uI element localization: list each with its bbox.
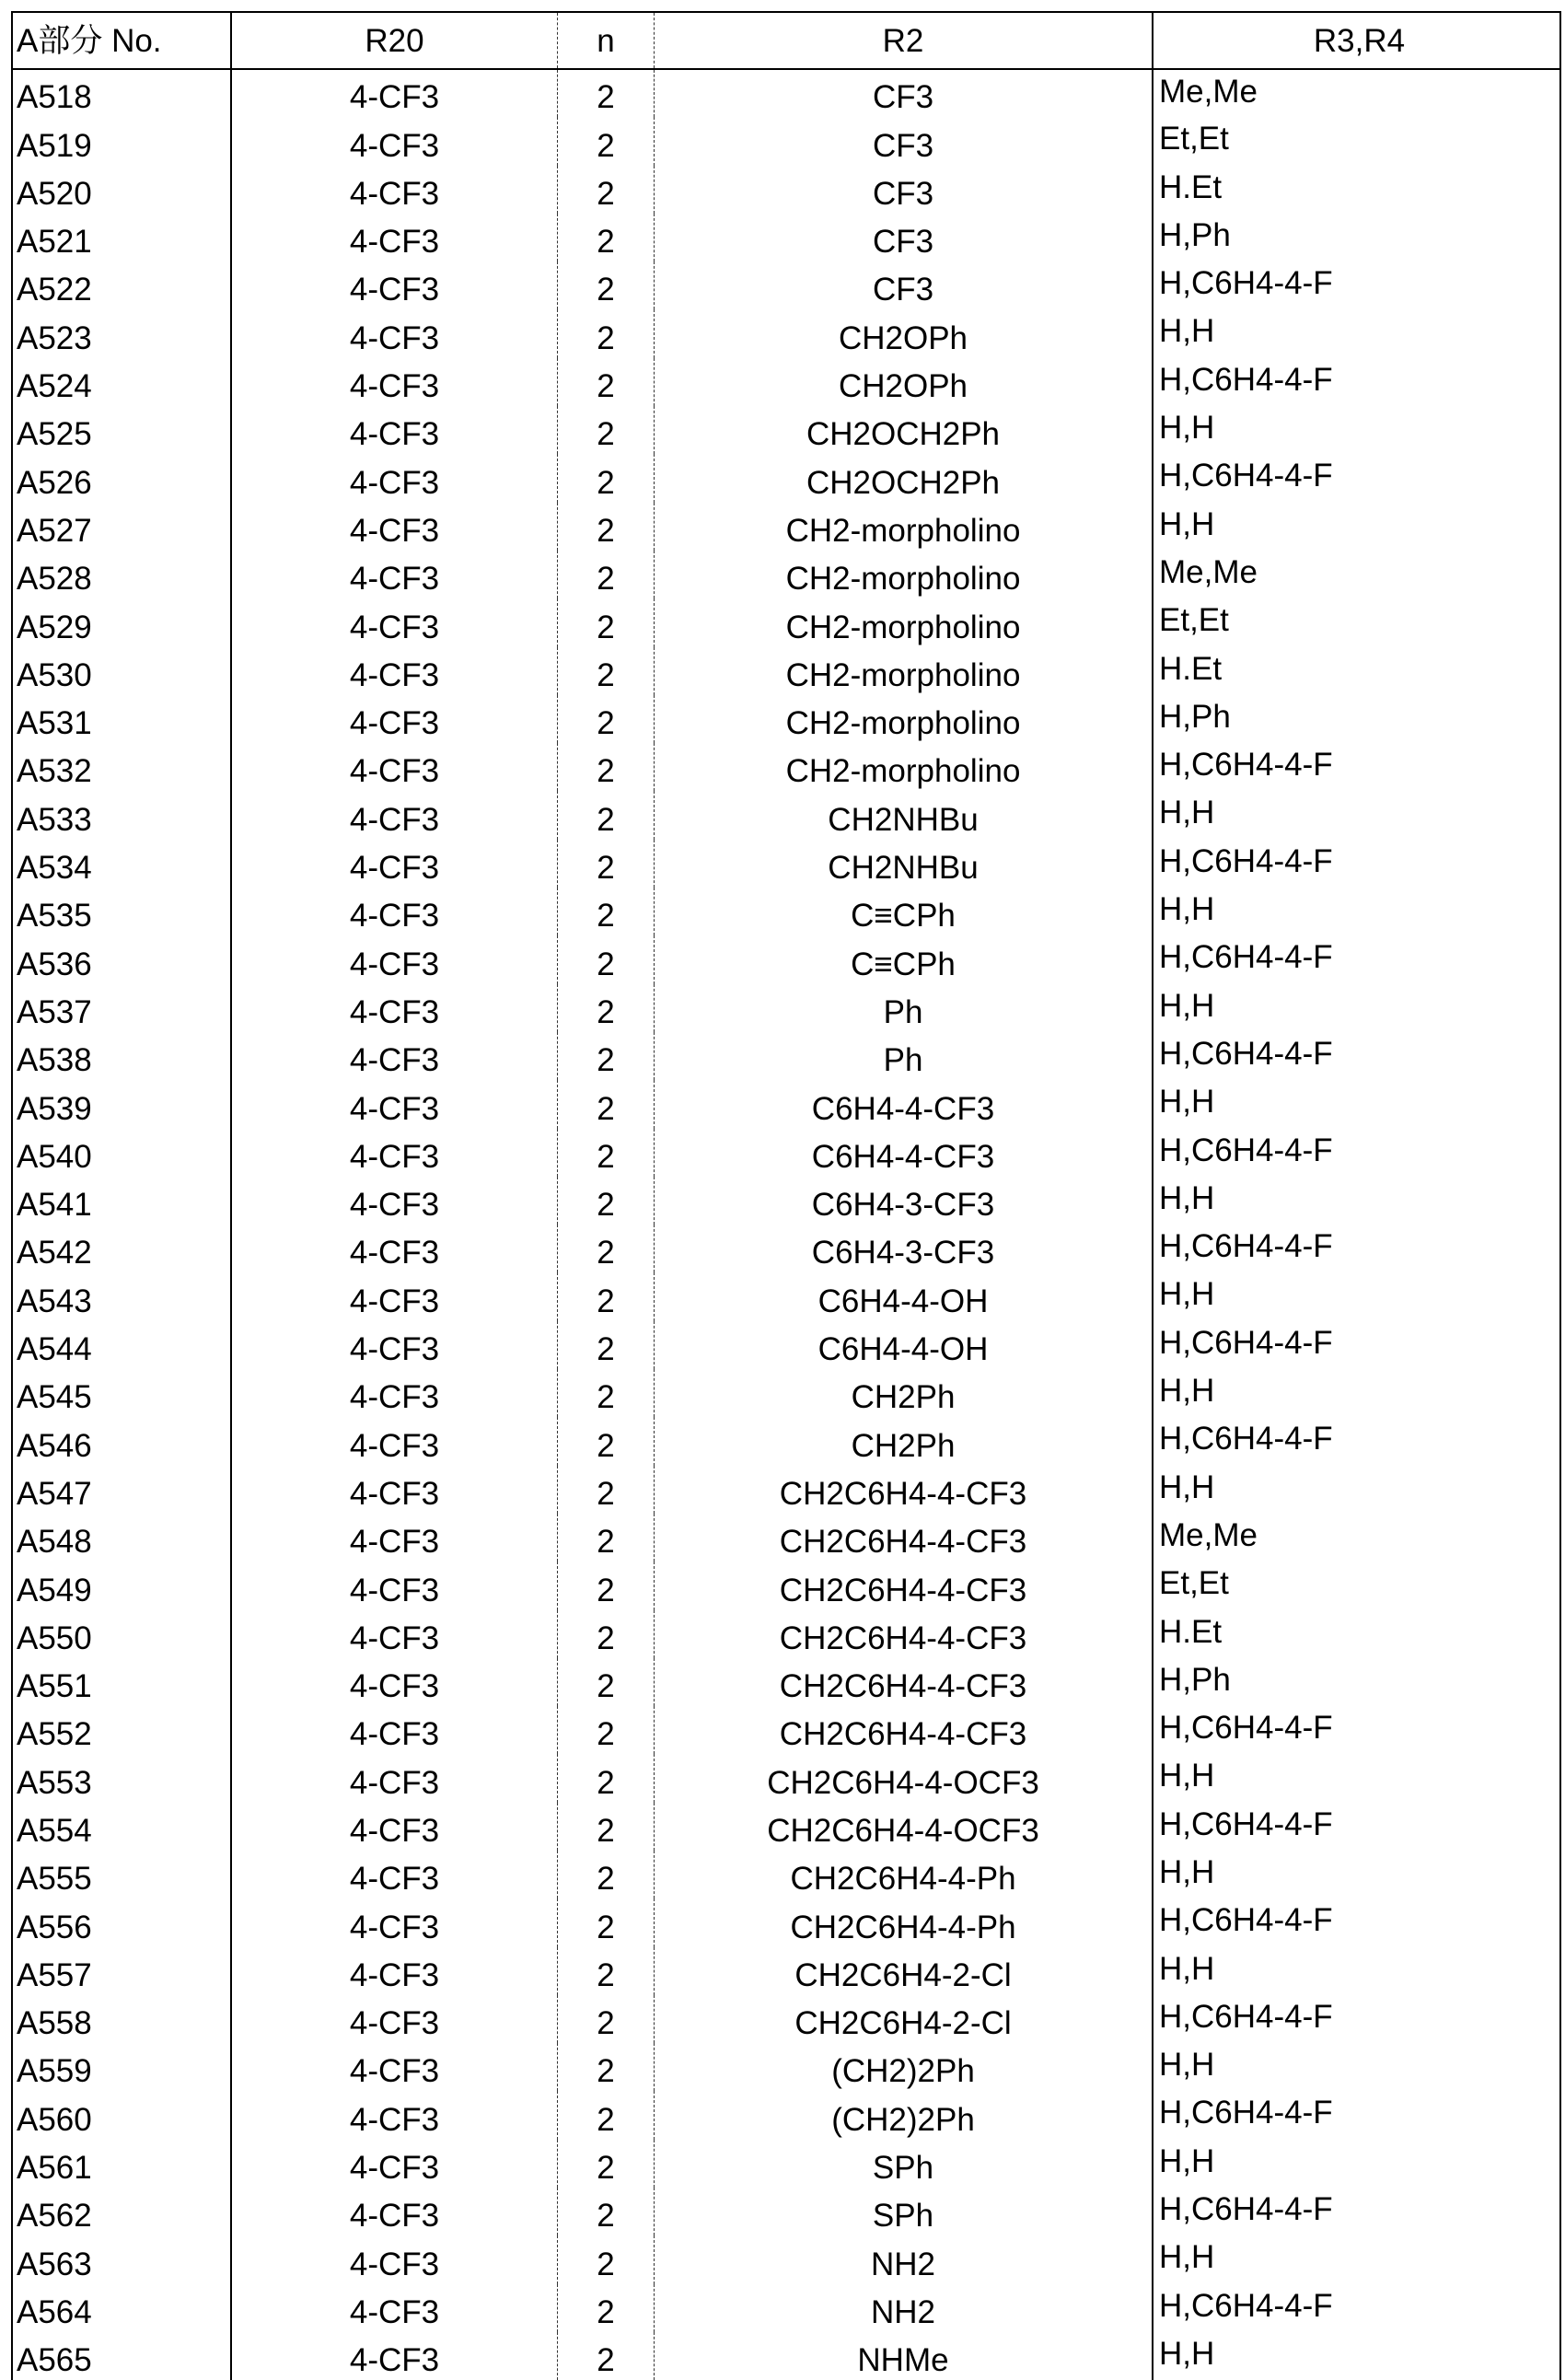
cell-no: A549 — [12, 1562, 231, 1609]
cell-r20: 4-CF3 — [231, 1610, 558, 1658]
cell-r20: 4-CF3 — [231, 888, 558, 935]
cell-r3-r4: Et,Et — [1153, 117, 1560, 165]
cell-r3-r4: H,H — [1153, 1754, 1560, 1802]
table-row — [12, 1514, 1560, 1562]
table-row — [12, 2140, 1560, 2188]
table-row — [12, 1417, 1560, 1465]
cell-r3-r4: H,Ph — [1153, 1658, 1560, 1706]
cell-no: A555 — [12, 1851, 231, 1898]
cell-r2: CH2OPh — [655, 358, 1153, 406]
cell-r2: (CH2)2Ph — [655, 2091, 1153, 2139]
cell-r3-r4: H,H — [1153, 309, 1560, 357]
cell-no: A544 — [12, 1321, 231, 1369]
cell-n: 2 — [558, 1947, 655, 1995]
cell-n: 2 — [558, 309, 655, 357]
table-row — [12, 1369, 1560, 1417]
cell-no: A546 — [12, 1417, 231, 1465]
table-row — [12, 358, 1560, 406]
cell-r3-r4: H,H — [1153, 2235, 1560, 2283]
cell-n: 2 — [558, 1851, 655, 1898]
table-row — [12, 1851, 1560, 1898]
cell-n: 2 — [558, 2091, 655, 2139]
table-row — [12, 2188, 1560, 2235]
table-row — [12, 598, 1560, 646]
cell-r2: CF3 — [655, 117, 1153, 165]
cell-r3-r4: Me,Me — [1153, 1514, 1560, 1562]
cell-n: 2 — [558, 598, 655, 646]
cell-r3-r4: H,C6H4-4-F — [1153, 1032, 1560, 1080]
cell-r2: CH2-morpholino — [655, 503, 1153, 551]
cell-n: 2 — [558, 551, 655, 598]
table-row — [12, 1177, 1560, 1225]
cell-r3-r4: H,C6H4-4-F — [1153, 840, 1560, 888]
table-row — [12, 1562, 1560, 1609]
cell-r20: 4-CF3 — [231, 2188, 558, 2235]
table-row — [12, 1321, 1560, 1369]
cell-no: A523 — [12, 309, 231, 357]
cell-r2: CH2-morpholino — [655, 743, 1153, 791]
cell-r2: CH2C6H4-4-CF3 — [655, 1706, 1153, 1754]
table-row — [12, 1898, 1560, 1946]
cell-no: A559 — [12, 2043, 231, 2091]
table-row — [12, 1032, 1560, 1080]
cell-no: A545 — [12, 1369, 231, 1417]
cell-n: 2 — [558, 2235, 655, 2283]
cell-no: A535 — [12, 888, 231, 935]
cell-n: 2 — [558, 1321, 655, 1369]
cell-n: 2 — [558, 1225, 655, 1272]
cell-r2: CH2OCH2Ph — [655, 406, 1153, 454]
table-row — [12, 551, 1560, 598]
cell-r3-r4: H.Et — [1153, 647, 1560, 695]
cell-r3-r4: H,H — [1153, 1080, 1560, 1128]
table-row — [12, 1706, 1560, 1754]
cell-no: A561 — [12, 2140, 231, 2188]
cell-no: A564 — [12, 2284, 231, 2332]
cell-r20: 4-CF3 — [231, 166, 558, 214]
cell-n: 2 — [558, 1466, 655, 1514]
cell-r20: 4-CF3 — [231, 1514, 558, 1562]
cell-r20: 4-CF3 — [231, 503, 558, 551]
cell-r3-r4: H,C6H4-4-F — [1153, 743, 1560, 791]
cell-r2: CH2-morpholino — [655, 551, 1153, 598]
cell-r20: 4-CF3 — [231, 214, 558, 261]
cell-r20: 4-CF3 — [231, 695, 558, 743]
cell-r2: Ph — [655, 1032, 1153, 1080]
cell-r3-r4: H,C6H4-4-F — [1153, 1129, 1560, 1177]
table-row — [12, 695, 1560, 743]
cell-r20: 4-CF3 — [231, 791, 558, 839]
cell-r3-r4: H,C6H4-4-F — [1153, 2284, 1560, 2332]
cell-n: 2 — [558, 1803, 655, 1851]
cell-n: 2 — [558, 1129, 655, 1177]
cell-n: 2 — [558, 935, 655, 983]
cell-n: 2 — [558, 503, 655, 551]
cell-n: 2 — [558, 1610, 655, 1658]
table-row — [12, 1225, 1560, 1272]
cell-n: 2 — [558, 1514, 655, 1562]
cell-r2: CH2-morpholino — [655, 695, 1153, 743]
cell-r2: CF3 — [655, 69, 1153, 117]
cell-no: A537 — [12, 984, 231, 1032]
cell-r20: 4-CF3 — [231, 309, 558, 357]
cell-r2: CH2C6H4-2-Cl — [655, 1947, 1153, 1995]
cell-r2: C≡CPh — [655, 888, 1153, 935]
cell-r20: 4-CF3 — [231, 1321, 558, 1369]
cell-no: A547 — [12, 1466, 231, 1514]
cell-no: A557 — [12, 1947, 231, 1995]
cell-no: A543 — [12, 1272, 231, 1320]
cell-n: 2 — [558, 1177, 655, 1225]
table-row — [12, 261, 1560, 309]
cell-r3-r4: Me,Me — [1153, 551, 1560, 598]
cell-no: A556 — [12, 1898, 231, 1946]
table-row — [12, 1080, 1560, 1128]
cell-r2: CH2C6H4-4-CF3 — [655, 1658, 1153, 1706]
cell-r20: 4-CF3 — [231, 2284, 558, 2332]
table-row — [12, 1658, 1560, 1706]
table-row — [12, 1272, 1560, 1320]
cell-r3-r4: H,C6H4-4-F — [1153, 454, 1560, 502]
cell-r2: CH2OCH2Ph — [655, 454, 1153, 502]
cell-no: A532 — [12, 743, 231, 791]
cell-n: 2 — [558, 1658, 655, 1706]
cell-n: 2 — [558, 1272, 655, 1320]
cell-no: A518 — [12, 69, 231, 117]
cell-n: 2 — [558, 2284, 655, 2332]
header-r2: R2 — [655, 12, 1153, 69]
cell-r20: 4-CF3 — [231, 1851, 558, 1898]
cell-n: 2 — [558, 2188, 655, 2235]
cell-n: 2 — [558, 1898, 655, 1946]
cell-r20: 4-CF3 — [231, 1754, 558, 1802]
cell-no: A565 — [12, 2332, 231, 2380]
cell-r3-r4: H,Ph — [1153, 695, 1560, 743]
cell-r3-r4: H,C6H4-4-F — [1153, 1321, 1560, 1369]
cell-r20: 4-CF3 — [231, 935, 558, 983]
cell-r2: CH2-morpholino — [655, 598, 1153, 646]
table-row — [12, 166, 1560, 214]
cell-r2: (CH2)2Ph — [655, 2043, 1153, 2091]
cell-r3-r4: H,C6H4-4-F — [1153, 2188, 1560, 2235]
cell-r3-r4: H,H — [1153, 1272, 1560, 1320]
cell-r20: 4-CF3 — [231, 2091, 558, 2139]
cell-r3-r4: H,H — [1153, 406, 1560, 454]
cell-r2: CH2C6H4-4-CF3 — [655, 1610, 1153, 1658]
header-r20: R20 — [231, 12, 558, 69]
cell-r20: 4-CF3 — [231, 1898, 558, 1946]
cell-r20: 4-CF3 — [231, 1466, 558, 1514]
table-row — [12, 2235, 1560, 2283]
table-row — [12, 454, 1560, 502]
cell-n: 2 — [558, 214, 655, 261]
cell-no: A541 — [12, 1177, 231, 1225]
cell-r2: CH2C6H4-4-Ph — [655, 1851, 1153, 1898]
cell-no: A539 — [12, 1080, 231, 1128]
cell-r20: 4-CF3 — [231, 1995, 558, 2043]
cell-r2: CF3 — [655, 166, 1153, 214]
cell-r2: CH2OPh — [655, 309, 1153, 357]
cell-no: A538 — [12, 1032, 231, 1080]
cell-no: A560 — [12, 2091, 231, 2139]
cell-r2: CH2C6H4-4-Ph — [655, 1898, 1153, 1946]
cell-no: A524 — [12, 358, 231, 406]
cell-r2: C≡CPh — [655, 935, 1153, 983]
cell-n: 2 — [558, 2140, 655, 2188]
cell-r20: 4-CF3 — [231, 551, 558, 598]
cell-r2: NH2 — [655, 2284, 1153, 2332]
cell-no: A525 — [12, 406, 231, 454]
cell-r3-r4: H,H — [1153, 2140, 1560, 2188]
cell-no: A522 — [12, 261, 231, 309]
cell-r20: 4-CF3 — [231, 69, 558, 117]
cell-no: A554 — [12, 1803, 231, 1851]
cell-no: A529 — [12, 598, 231, 646]
cell-r20: 4-CF3 — [231, 454, 558, 502]
cell-r3-r4: H,H — [1153, 888, 1560, 935]
table-row — [12, 1754, 1560, 1802]
cell-r2: SPh — [655, 2188, 1153, 2235]
cell-r3-r4: H.Et — [1153, 1610, 1560, 1658]
table-row — [12, 2091, 1560, 2139]
cell-r20: 4-CF3 — [231, 1177, 558, 1225]
cell-r20: 4-CF3 — [231, 1272, 558, 1320]
cell-n: 2 — [558, 1369, 655, 1417]
cell-r2: NHMe — [655, 2332, 1153, 2380]
cell-r2: CF3 — [655, 261, 1153, 309]
cell-r20: 4-CF3 — [231, 1706, 558, 1754]
cell-r20: 4-CF3 — [231, 1803, 558, 1851]
cell-r2: CH2C6H4-4-OCF3 — [655, 1803, 1153, 1851]
cell-r20: 4-CF3 — [231, 1562, 558, 1609]
cell-no: A550 — [12, 1610, 231, 1658]
cell-no: A563 — [12, 2235, 231, 2283]
cell-no: A553 — [12, 1754, 231, 1802]
cell-r20: 4-CF3 — [231, 261, 558, 309]
cell-r20: 4-CF3 — [231, 358, 558, 406]
cell-n: 2 — [558, 2043, 655, 2091]
cell-r2: C6H4-3-CF3 — [655, 1177, 1153, 1225]
cell-n: 2 — [558, 117, 655, 165]
cell-r2: CH2Ph — [655, 1417, 1153, 1465]
table-row — [12, 791, 1560, 839]
cell-r20: 4-CF3 — [231, 406, 558, 454]
cell-n: 2 — [558, 1080, 655, 1128]
cell-r2: CH2C6H4-4-CF3 — [655, 1466, 1153, 1514]
cell-no: A552 — [12, 1706, 231, 1754]
cell-n: 2 — [558, 647, 655, 695]
cell-no: A528 — [12, 551, 231, 598]
cell-r20: 4-CF3 — [231, 1658, 558, 1706]
cell-r2: SPh — [655, 2140, 1153, 2188]
cell-r3-r4: H,H — [1153, 1851, 1560, 1898]
cell-n: 2 — [558, 743, 655, 791]
cell-n: 2 — [558, 1032, 655, 1080]
table-body — [12, 69, 1560, 2380]
cell-r20: 4-CF3 — [231, 743, 558, 791]
cell-no: A562 — [12, 2188, 231, 2235]
cell-n: 2 — [558, 840, 655, 888]
table-row — [12, 935, 1560, 983]
cell-n: 2 — [558, 166, 655, 214]
cell-r2: NH2 — [655, 2235, 1153, 2283]
table-row — [12, 647, 1560, 695]
cell-r2: C6H4-4-CF3 — [655, 1129, 1153, 1177]
table-row — [12, 743, 1560, 791]
cell-r3-r4: H,H — [1153, 1369, 1560, 1417]
cell-no: A527 — [12, 503, 231, 551]
cell-r20: 4-CF3 — [231, 1225, 558, 1272]
cell-no: A548 — [12, 1514, 231, 1562]
cell-no: A534 — [12, 840, 231, 888]
cell-r3-r4: H,C6H4-4-F — [1153, 1995, 1560, 2043]
table-row — [12, 1610, 1560, 1658]
cell-no: A536 — [12, 935, 231, 983]
cell-n: 2 — [558, 1706, 655, 1754]
table-row — [12, 406, 1560, 454]
table-row — [12, 309, 1560, 357]
table-row — [12, 840, 1560, 888]
cell-r2: C6H4-4-OH — [655, 1272, 1153, 1320]
cell-no: A520 — [12, 166, 231, 214]
cell-r20: 4-CF3 — [231, 2332, 558, 2380]
table-row — [12, 1129, 1560, 1177]
cell-r3-r4: H,C6H4-4-F — [1153, 1803, 1560, 1851]
cell-r20: 4-CF3 — [231, 598, 558, 646]
table-row — [12, 984, 1560, 1032]
table-row — [12, 1803, 1560, 1851]
cell-r2: CH2C6H4-4-OCF3 — [655, 1754, 1153, 1802]
cell-n: 2 — [558, 261, 655, 309]
header-n: n — [558, 12, 655, 69]
cell-r20: 4-CF3 — [231, 2140, 558, 2188]
cell-r2: C6H4-3-CF3 — [655, 1225, 1153, 1272]
cell-no: A521 — [12, 214, 231, 261]
table-row — [12, 2284, 1560, 2332]
cell-r3-r4: H,C6H4-4-F — [1153, 1898, 1560, 1946]
cell-r20: 4-CF3 — [231, 1417, 558, 1465]
cell-r2: CH2C6H4-4-CF3 — [655, 1562, 1153, 1609]
cell-n: 2 — [558, 888, 655, 935]
cell-r2: CH2C6H4-2-Cl — [655, 1995, 1153, 2043]
cell-r3-r4: H,H — [1153, 791, 1560, 839]
cell-r2: CH2NHBu — [655, 840, 1153, 888]
cell-n: 2 — [558, 695, 655, 743]
cell-n: 2 — [558, 2332, 655, 2380]
cell-n: 2 — [558, 1562, 655, 1609]
table-row — [12, 503, 1560, 551]
cell-n: 2 — [558, 358, 655, 406]
cell-no: A558 — [12, 1995, 231, 2043]
cell-r3-r4: H,Ph — [1153, 214, 1560, 261]
cell-r20: 4-CF3 — [231, 1129, 558, 1177]
header-r3-r4: R3,R4 — [1153, 12, 1560, 69]
cell-r2: C6H4-4-CF3 — [655, 1080, 1153, 1128]
cell-r3-r4: H,H — [1153, 1466, 1560, 1514]
cell-n: 2 — [558, 406, 655, 454]
cell-n: 2 — [558, 1995, 655, 2043]
cell-no: A530 — [12, 647, 231, 695]
cell-r3-r4: H,C6H4-4-F — [1153, 1706, 1560, 1754]
cell-no: A526 — [12, 454, 231, 502]
cell-r3-r4: H,H — [1153, 2332, 1560, 2380]
cell-r3-r4: H,C6H4-4-F — [1153, 935, 1560, 983]
cell-r3-r4: H,H — [1153, 1177, 1560, 1225]
cell-n: 2 — [558, 454, 655, 502]
cell-n: 2 — [558, 791, 655, 839]
cell-no: A519 — [12, 117, 231, 165]
table-row — [12, 69, 1560, 117]
table-row — [12, 2043, 1560, 2091]
cell-r20: 4-CF3 — [231, 1080, 558, 1128]
cell-r2: C6H4-4-OH — [655, 1321, 1153, 1369]
cell-n: 2 — [558, 1417, 655, 1465]
cell-r20: 4-CF3 — [231, 984, 558, 1032]
header-no: A部分 No. — [12, 12, 231, 69]
table-row — [12, 1947, 1560, 1995]
cell-r20: 4-CF3 — [231, 2043, 558, 2091]
table-row — [12, 2332, 1560, 2380]
cell-r20: 4-CF3 — [231, 1947, 558, 1995]
compound-table — [11, 11, 1561, 2380]
cell-r3-r4: H,H — [1153, 503, 1560, 551]
cell-n: 2 — [558, 984, 655, 1032]
cell-r2: CH2C6H4-4-CF3 — [655, 1514, 1153, 1562]
cell-r2: CH2Ph — [655, 1369, 1153, 1417]
cell-r3-r4: H,C6H4-4-F — [1153, 1417, 1560, 1465]
table-row — [12, 888, 1560, 935]
table-row — [12, 214, 1560, 261]
cell-r3-r4: Et,Et — [1153, 598, 1560, 646]
cell-r3-r4: H,C6H4-4-F — [1153, 2091, 1560, 2139]
cell-r2: Ph — [655, 984, 1153, 1032]
cell-r3-r4: H,H — [1153, 984, 1560, 1032]
header-row — [12, 12, 1560, 69]
cell-no: A542 — [12, 1225, 231, 1272]
cell-no: A533 — [12, 791, 231, 839]
cell-r3-r4: H,H — [1153, 2043, 1560, 2091]
cell-r3-r4: H,C6H4-4-F — [1153, 1225, 1560, 1272]
cell-r3-r4: H,H — [1153, 1947, 1560, 1995]
table-row — [12, 117, 1560, 165]
cell-r2: CH2NHBu — [655, 791, 1153, 839]
cell-r20: 4-CF3 — [231, 2235, 558, 2283]
cell-n: 2 — [558, 1754, 655, 1802]
cell-r2: CF3 — [655, 214, 1153, 261]
cell-r20: 4-CF3 — [231, 647, 558, 695]
table-row — [12, 1995, 1560, 2043]
cell-no: A551 — [12, 1658, 231, 1706]
cell-r3-r4: Me,Me — [1153, 69, 1560, 117]
cell-r3-r4: H,C6H4-4-F — [1153, 261, 1560, 309]
cell-r3-r4: H.Et — [1153, 166, 1560, 214]
cell-r20: 4-CF3 — [231, 1032, 558, 1080]
cell-no: A540 — [12, 1129, 231, 1177]
cell-r2: CH2-morpholino — [655, 647, 1153, 695]
cell-no: A531 — [12, 695, 231, 743]
cell-r3-r4: H,C6H4-4-F — [1153, 358, 1560, 406]
cell-r20: 4-CF3 — [231, 840, 558, 888]
cell-n: 2 — [558, 69, 655, 117]
table-row — [12, 1466, 1560, 1514]
cell-r20: 4-CF3 — [231, 1369, 558, 1417]
cell-r20: 4-CF3 — [231, 117, 558, 165]
cell-r3-r4: Et,Et — [1153, 1562, 1560, 1609]
